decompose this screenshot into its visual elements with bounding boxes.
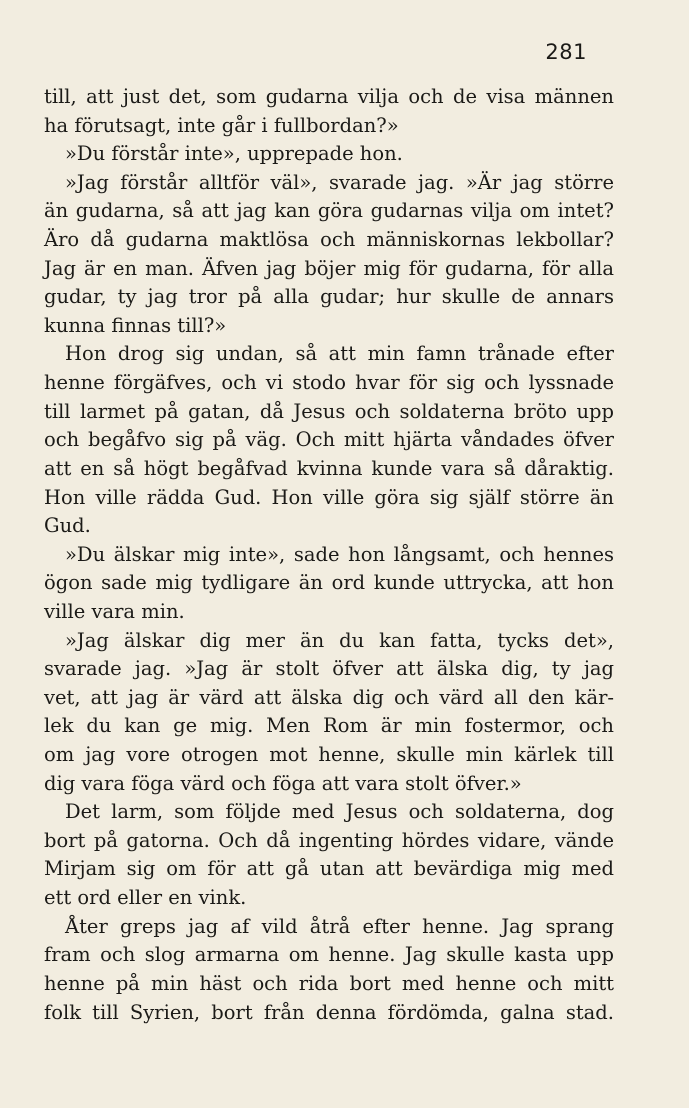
text-line: »Du älskar mig inte», sade hon långsamt, och hennes [65,542,614,566]
text-line: att en så högt begåfvad kvinna kunde vara så dåraktig. [44,456,614,480]
text-line: henne förgäfves, och vi stodo hvar för sig och lyssnade [44,371,614,395]
text-line: »Jag förstår alltför väl», svarade jag. »Är jag större [65,170,614,194]
text-line: Det larm, som följde med Jesus och soldaterna, dog [65,800,614,824]
body-text [44,83,614,1027]
text-line: ha förutsagt, inte går i fullbordan?» [44,113,399,137]
text-line: henne på min häst och rida bort med henne och mitt [44,971,614,995]
text-line: gudar, ty jag tror på alla gudar; hur skulle de annars [44,285,614,309]
text-line: än gudarna, så att jag kan göra gudarnas vilja om intet? [44,199,614,223]
text-line: Äro då gudarna maktlösa och människornas lekbollar? [44,228,614,252]
text-line: folk till Syrien, bort från denna fördömda, galna stad. [44,1000,614,1024]
text-line: och begåfvo sig på väg. Och mitt hjärta våndades öfver [44,428,614,452]
text-line: till larmet på gatan, då Jesus och soldaterna bröto upp [44,399,614,423]
text-line: Gud. [44,514,91,538]
text-line: Åter greps jag af vild åtrå efter henne. Jag sprang [65,914,614,938]
text-line: om jag vore otrogen mot henne, skulle min kärlek till [44,743,614,767]
text-line: till, att just det, som gudarna vilja och de visa männen [44,85,614,108]
text-line: bort på gatorna. Och då ingenting hördes vidare, vände [44,828,614,852]
text-line: ett ord eller en vink. [44,886,247,910]
text-line: kunna finnas till?» [44,313,227,337]
page-number: 281 [545,40,587,64]
text-line: Jag är en man. Äfven jag böjer mig för gudarna, för alla [44,256,614,280]
text-line: ögon sade mig tydligare än ord kunde uttrycka, att hon [44,571,614,595]
text-line: lek du kan ge mig. Men Rom är min fostermor, och [44,714,614,738]
text-line: Hon drog sig undan, så att min famn trånade efter [65,342,614,366]
text-line: »Jag älskar dig mer än du kan fatta, tycks det», [65,628,614,652]
text-line: vet, att jag är värd att älska dig och värd all den kär- [44,685,614,709]
text-line: dig vara föga värd och föga att vara stolt öfver.» [44,771,522,795]
text-line: fram och slog armarna om henne. Jag skulle kasta upp [44,943,614,967]
text-line: Mirjam sig om för att gå utan att bevärdiga mig med [44,857,614,881]
text-line: ville vara min. [44,599,185,623]
text-line: svarade jag. »Jag är stolt öfver att älska dig, ty jag [44,657,614,681]
text-line: »Du förstår inte», upprepade hon. [65,142,403,166]
text-line: Hon ville rädda Gud. Hon ville göra sig själf större än [44,485,614,509]
